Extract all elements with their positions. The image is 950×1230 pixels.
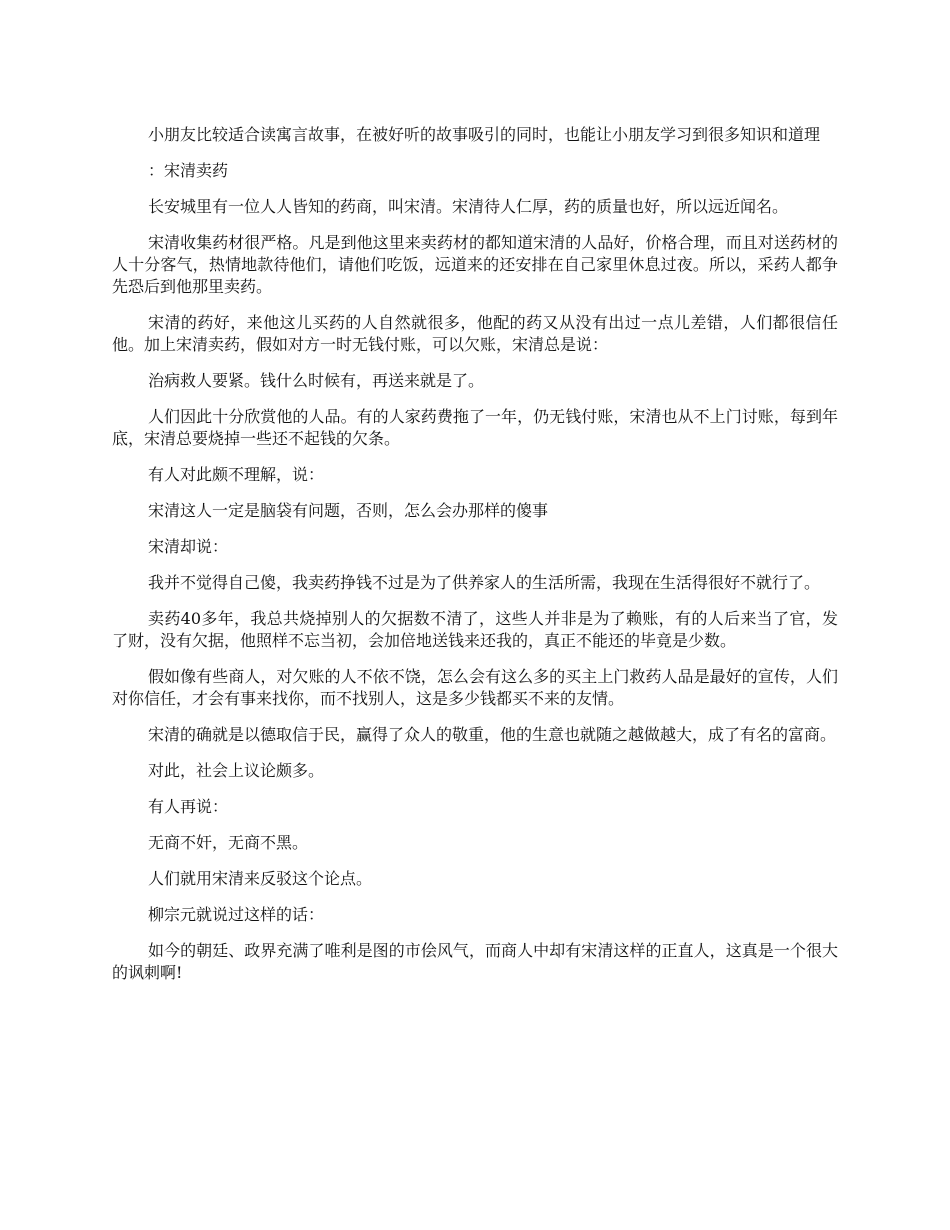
paragraph: 人们因此十分欣赏他的人品。有的人家药费拖了一年，仍无钱付账，宋清也从不上门讨账，每到年底，宋清总要烧掉一些还不起钱的欠条。: [112, 407, 838, 448]
paragraph: 治病救人要紧。钱什么时候有，再送来就是了。: [148, 371, 485, 390]
paragraph: 宋清的确就是以德取信于民，赢得了众人的敬重，他的生意也就随之越做越大，成了有名的富商。: [148, 725, 837, 744]
paragraph: 无商不奸，无商不黑。: [148, 833, 309, 852]
paragraph: 人们就用宋清来反驳这个论点。: [148, 869, 373, 888]
paragraph: 有人再说：: [148, 797, 229, 816]
paragraph: 我并不觉得自己傻，我卖药挣钱不过是为了供养家人的生活所需，我现在生活得很好不就行了。: [148, 573, 821, 592]
paragraph: 如今的朝廷、政界充满了唯利是图的市侩风气，而商人中却有宋清这样的正直人，这真是一个很大的讽刺啊!: [112, 941, 838, 982]
paragraph: 卖药40多年，我总共烧掉别人的欠据数不清了，这些人并非是为了赖账，有的人后来当了官，发了财，没有欠据，他照样不忘当初，会加倍地送钱来还我的，真正不能还的毕竟是少数。: [112, 609, 838, 650]
paragraph: 宋清这人一定是脑袋有问题，否则，怎么会办那样的傻事: [148, 501, 549, 520]
paragraph: 柳宗元就说过这样的话：: [148, 905, 325, 924]
paragraph-intro: 小朋友比较适合读寓言故事，在被好听的故事吸引的同时，也能让小朋友学习到很多知识和道理: [148, 125, 821, 144]
paragraph: 宋清收集药材很严格。凡是到他这里来卖药材的都知道宋清的人品好，价格合理，而且对送药材的人十分客气，热情地款待他们，请他们吃饭，远道来的还安排在自己家里休息过夜。所以，采药人都争先恐后到他那里卖药。: [112, 233, 838, 296]
paragraph: 有人对此颇不理解，说：: [148, 465, 325, 484]
document-page: [112, 124, 838, 998]
story-title: ：宋清卖药: [148, 161, 229, 180]
paragraph: 假如像有些商人，对欠账的人不依不饶，怎么会有这么多的买主上门救药人品是最好的宣传，人们对你信任，才会有事来找你，而不找别人，这是多少钱都买不来的友情。: [112, 667, 838, 708]
paragraph: 宋清的药好，来他这儿买药的人自然就很多，他配的药又从没有出过一点儿差错，人们都很信任他。加上宋清卖药，假如对方一时无钱付账，可以欠账，宋清总是说：: [112, 313, 838, 354]
paragraph: 宋清却说：: [148, 537, 229, 556]
paragraph: 长安城里有一位人人皆知的药商，叫宋清。宋清待人仁厚，药的质量也好，所以远近闻名。: [148, 197, 789, 216]
paragraph: 对此，社会上议论颇多。: [148, 761, 325, 780]
